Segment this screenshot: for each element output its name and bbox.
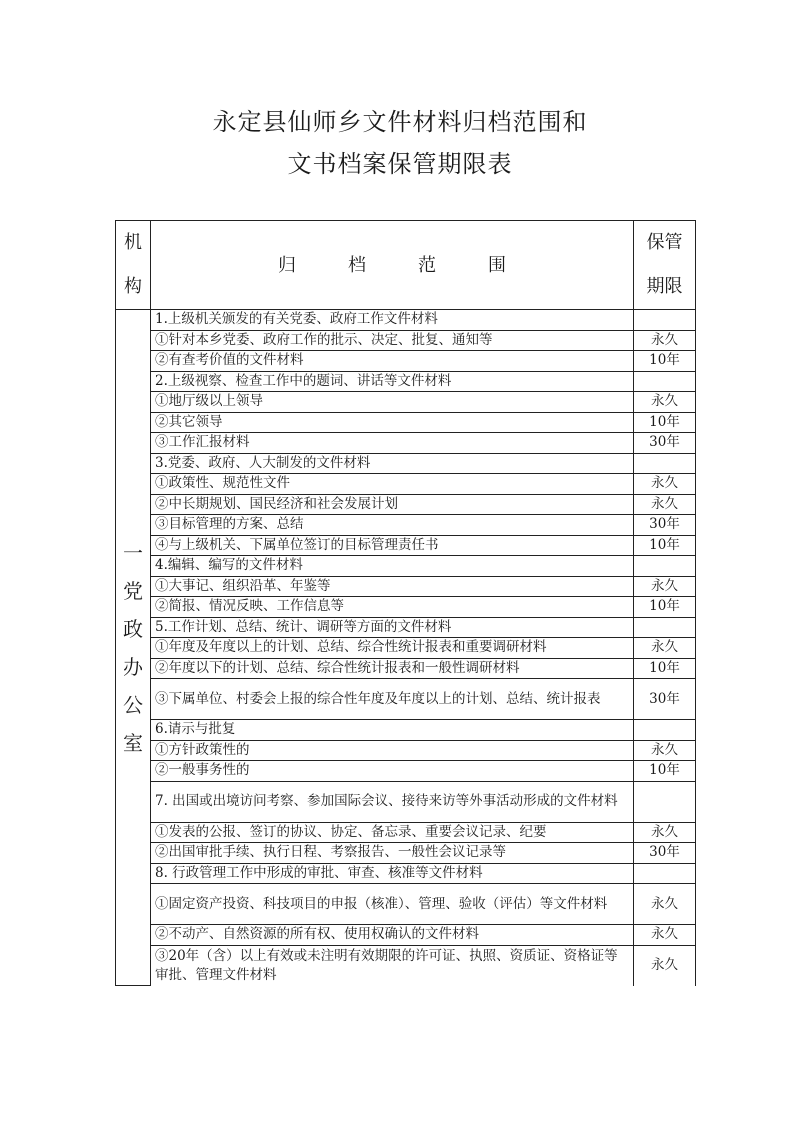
table-header-row <box>116 221 696 310</box>
header-period-line: 期限 <box>646 276 683 297</box>
period-cell: 30年 <box>634 843 696 864</box>
scope-cell: ②简报、情况反映、工作信息等 <box>151 597 634 618</box>
period-cell: 10年 <box>634 351 696 372</box>
table-row <box>116 515 696 536</box>
period-cell: 永久 <box>634 925 696 946</box>
period-cell <box>634 617 696 638</box>
period-cell <box>634 863 696 884</box>
period-cell: 永久 <box>634 740 696 761</box>
header-org-char: 机 <box>124 232 142 253</box>
scope-cell: ①政策性、规范性文件 <box>151 474 634 495</box>
header-scope-char: 范 <box>418 254 436 276</box>
header-scope-char: 档 <box>348 254 366 276</box>
header-scope <box>151 221 634 310</box>
org-name-char: 室 <box>123 730 143 755</box>
table-row <box>116 761 696 782</box>
period-cell: 永久 <box>634 392 696 413</box>
scope-cell: 3.党委、政府、人大制发的文件材料 <box>151 453 634 474</box>
org-name-char: 一 <box>123 540 143 565</box>
table-row <box>116 351 696 372</box>
period-cell: 永久 <box>634 494 696 515</box>
scope-cell: ②不动产、自然资源的所有权、使用权确认的文件材料 <box>151 925 634 946</box>
scope-cell: 5.工作计划、总结、统计、调研等方面的文件材料 <box>151 617 634 638</box>
header-org <box>116 221 151 310</box>
table-row <box>116 925 696 946</box>
table-row <box>116 535 696 556</box>
scope-cell: ③工作汇报材料 <box>151 433 634 454</box>
scope-cell: 7. 出国或出境访问考察、参加国际会议、接待来访等外事活动形成的文件材料 <box>151 781 634 822</box>
period-cell: 永久 <box>634 638 696 659</box>
scope-cell: 2.上级视察、检查工作中的题词、讲话等文件材料 <box>151 371 634 392</box>
scope-cell: ③20年（含）以上有效或未注明有效期限的许可证、执照、资质证、资格证等审批、管理文件材料 <box>151 945 634 986</box>
table-row <box>116 822 696 843</box>
table-row <box>116 658 696 679</box>
header-org-char: 构 <box>124 276 142 297</box>
table-row <box>116 679 696 720</box>
scope-cell: 6.请示与批复 <box>151 720 634 741</box>
table-row <box>116 843 696 864</box>
table-row <box>116 371 696 392</box>
table-row <box>116 781 696 822</box>
period-cell: 永久 <box>634 576 696 597</box>
period-cell: 10年 <box>634 597 696 618</box>
org-name-cell <box>116 310 151 986</box>
table-row <box>116 310 696 331</box>
header-scope-char: 归 <box>278 254 296 276</box>
table-row <box>116 494 696 515</box>
table-row <box>116 945 696 986</box>
period-cell: 永久 <box>634 884 696 925</box>
period-cell: 10年 <box>634 761 696 782</box>
table-row <box>116 617 696 638</box>
table-row <box>116 720 696 741</box>
table-row <box>116 556 696 577</box>
org-name-char: 办 <box>123 654 143 679</box>
scope-cell: ①固定资产投资、科技项目的申报（核准）、管理、验收（评估）等文件材料 <box>151 884 634 925</box>
scope-cell: ②中长期规划、国民经济和社会发展计划 <box>151 494 634 515</box>
scope-cell: ①发表的公报、签订的协议、协定、备忘录、重要会议记录、纪要 <box>151 822 634 843</box>
scope-cell: 4.编辑、编写的文件材料 <box>151 556 634 577</box>
scope-cell: 1.上级机关颁发的有关党委、政府工作文件材料 <box>151 310 634 331</box>
period-cell: 永久 <box>634 822 696 843</box>
scope-cell: ③下属单位、村委会上报的综合性年度及年度以上的计划、总结、统计报表 <box>151 679 634 720</box>
table-row <box>116 453 696 474</box>
table-row <box>116 474 696 495</box>
table-row <box>116 740 696 761</box>
period-cell: 30年 <box>634 433 696 454</box>
period-cell: 10年 <box>634 658 696 679</box>
scope-cell: ②年度以下的计划、总结、综合性统计报表和一般性调研材料 <box>151 658 634 679</box>
archive-scope-table <box>115 220 696 986</box>
scope-cell: ②出国审批手续、执行日程、考察报告、一般性会议记录等 <box>151 843 634 864</box>
table-row <box>116 392 696 413</box>
table-row <box>116 597 696 618</box>
table-row <box>116 638 696 659</box>
table-row <box>116 576 696 597</box>
scope-cell: ①地厅级以上领导 <box>151 392 634 413</box>
org-name-char: 党 <box>123 578 143 603</box>
scope-cell: ②一般事务性的 <box>151 761 634 782</box>
header-period <box>634 221 696 310</box>
table-row <box>116 412 696 433</box>
scope-cell: ③目标管理的方案、总结 <box>151 515 634 536</box>
period-cell <box>634 310 696 331</box>
header-period-line: 保管 <box>646 232 683 253</box>
table-row <box>116 863 696 884</box>
org-name-char: 政 <box>123 616 143 641</box>
scope-cell: ②有查考价值的文件材料 <box>151 351 634 372</box>
period-cell <box>634 371 696 392</box>
period-cell <box>634 720 696 741</box>
org-name-char: 公 <box>123 692 143 717</box>
period-cell <box>634 556 696 577</box>
scope-cell: ④与上级机关、下属单位签订的目标管理责任书 <box>151 535 634 556</box>
document-title-line1: 永定县仙师乡文件材料归档范围和 <box>212 108 588 136</box>
period-cell: 30年 <box>634 515 696 536</box>
period-cell: 30年 <box>634 679 696 720</box>
scope-cell: ①方针政策性的 <box>151 740 634 761</box>
table-row <box>116 330 696 351</box>
scope-cell: ①年度及年度以上的计划、总结、综合性统计报表和重要调研材料 <box>151 638 634 659</box>
period-cell: 永久 <box>634 945 696 986</box>
period-cell: 10年 <box>634 535 696 556</box>
document-title-line2: 文书档案保管期限表 <box>287 150 513 178</box>
scope-cell: ②其它领导 <box>151 412 634 433</box>
scope-cell: ①针对本乡党委、政府工作的批示、决定、批复、通知等 <box>151 330 634 351</box>
table-row <box>116 433 696 454</box>
period-cell <box>634 781 696 822</box>
table-row <box>116 884 696 925</box>
period-cell: 10年 <box>634 412 696 433</box>
header-scope-char: 围 <box>488 254 506 276</box>
scope-cell: 8. 行政管理工作中形成的审批、审查、核准等文件材料 <box>151 863 634 884</box>
scope-cell: ①大事记、组织沿革、年鉴等 <box>151 576 634 597</box>
period-cell: 永久 <box>634 474 696 495</box>
period-cell: 永久 <box>634 330 696 351</box>
period-cell <box>634 453 696 474</box>
